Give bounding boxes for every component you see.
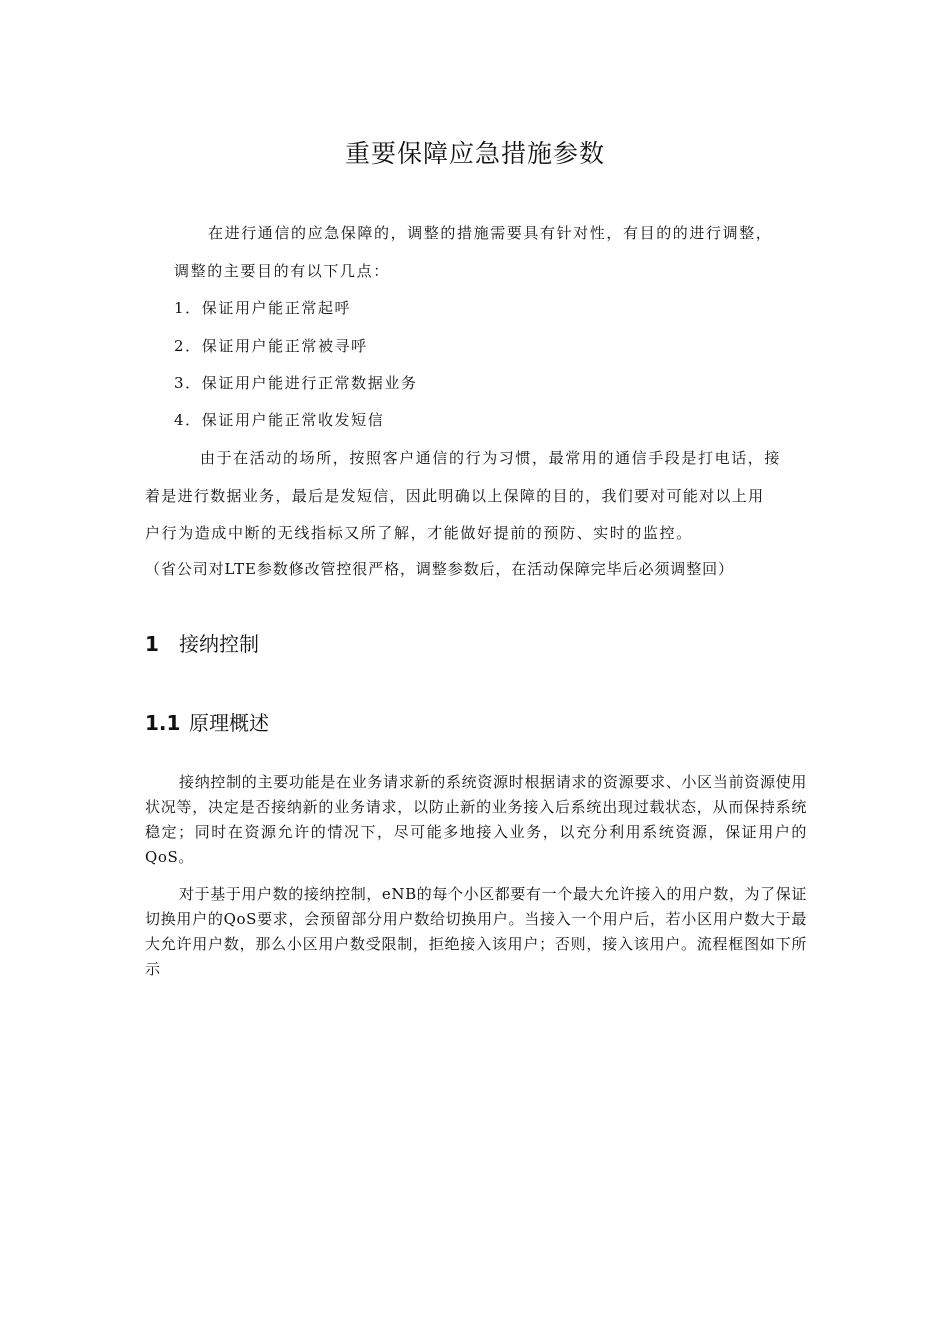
intro-paragraph-line: 由于在活动的场所，按照客户通信的行为习惯，最常用的通信手段是打电话，接 — [200, 449, 782, 467]
list-item: 3．保证用户能进行正常数据业务 — [174, 374, 418, 392]
list-item: 2．保证用户能正常被寻呼 — [174, 337, 368, 355]
intro-line-2: 调整的主要目的有以下几点： — [174, 262, 390, 280]
page-title: 重要保障应急措施参数 — [344, 139, 605, 168]
list-item: 4．保证用户能正常收发短信 — [174, 411, 385, 429]
section-heading-1-1 — [145, 707, 269, 736]
section-number: 1 — [145, 632, 159, 656]
list-item: 1．保证用户能正常起呼 — [174, 299, 352, 317]
body-paragraph: 接纳控制的主要功能是在业务请求新的系统资源时根据请求的资源要求、小区当前资源使用状况等，决定是否接纳新的业务请求，以防止新的业务接入后系统出现过载状态，从而保持系统稳定；同时在资源允许的情况下，尽可能多地接入业务，以充分利用系统资源，保证用户的QoS。 — [145, 773, 807, 866]
section-heading-1 — [145, 628, 259, 657]
intro-paragraph-line: 户行为造成中断的无线指标又所了解，才能做好提前的预防、实时的监控。 — [145, 524, 693, 542]
section-title: 接纳控制 — [179, 632, 259, 656]
intro-paragraph-line: 着是进行数据业务，最后是发短信，因此明确以上保障的目的，我们要对可能对以上用 — [145, 487, 765, 505]
note-text: （省公司对LTE参数修改管控很严格，调整参数后，在活动保障完毕后必须调整回） — [145, 560, 734, 578]
body-paragraph: 对于基于用户数的接纳控制，eNB的每个小区都要有一个最大允许接入的用户数，为了保证切换用户的QoS要求，会预留部分用户数给切换用户。当接入一个用户后，若小区用户数大于最大允许用户数，那么小区用户数受限制，拒绝接入该用户；否则，接入该用户。流程框图如下所示 — [145, 885, 807, 978]
section-title: 原理概述 — [189, 711, 269, 735]
section-number: 1.1 — [145, 711, 181, 735]
intro-line-1: 在进行通信的应急保障的，调整的措施需要具有针对性，有目的的进行调整， — [208, 224, 773, 242]
